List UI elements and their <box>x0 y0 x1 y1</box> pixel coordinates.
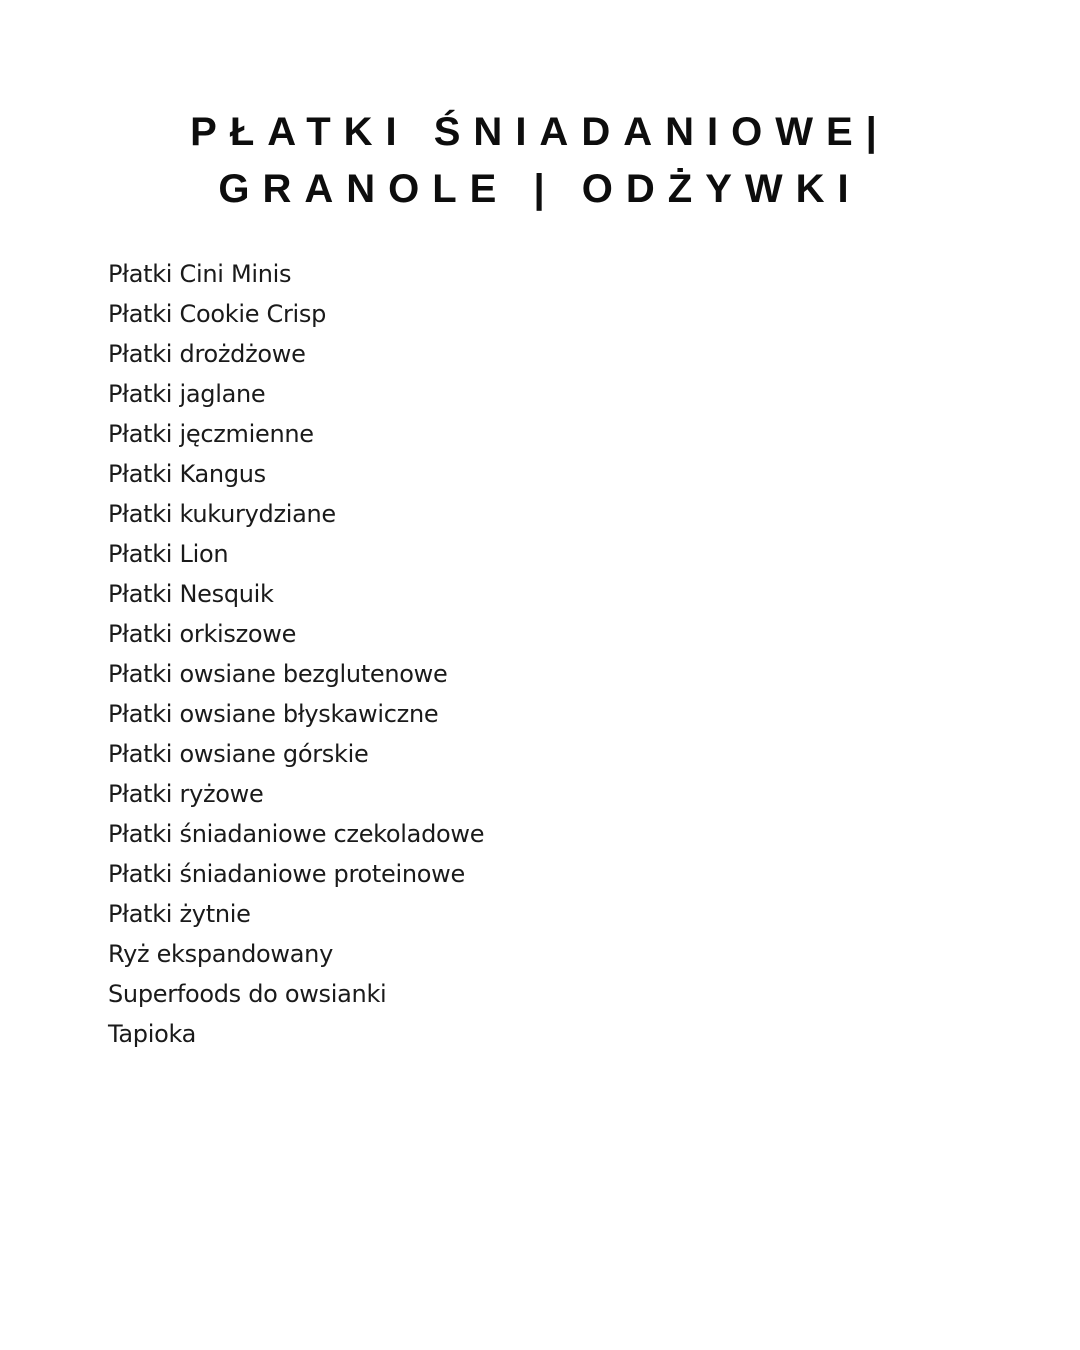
list-item: Płatki śniadaniowe czekoladowe <box>108 820 485 848</box>
list-item: Płatki Cini Minis <box>108 260 292 288</box>
list-item: Płatki śniadaniowe proteinowe <box>108 860 465 888</box>
list-item: Płatki Cookie Crisp <box>108 300 327 328</box>
page-title <box>0 104 1080 218</box>
list-item: Płatki żytnie <box>108 900 251 928</box>
list-item: Płatki Nesquik <box>108 580 274 608</box>
page-title-line-2: GRANOLE | ODŻYWKI <box>218 167 862 211</box>
list-item: Tapioka <box>108 1020 197 1048</box>
list-item: Płatki owsiane bezglutenowe <box>108 660 448 688</box>
list-item: Płatki jaglane <box>108 380 266 408</box>
page-title-line-1: PŁATKI ŚNIADANIOWE| <box>190 110 890 154</box>
list-item: Ryż ekspandowany <box>108 940 333 968</box>
list-item: Płatki ryżowe <box>108 780 264 808</box>
list-item: Płatki drożdżowe <box>108 340 306 368</box>
list-item: Superfoods do owsianki <box>108 980 387 1008</box>
list-item: Płatki jęczmienne <box>108 420 314 448</box>
list-item: Płatki Lion <box>108 540 229 568</box>
list-item: Płatki Kangus <box>108 460 266 488</box>
list-item: Płatki orkiszowe <box>108 620 297 648</box>
list-item: Płatki kukurydziane <box>108 500 336 528</box>
list-item: Płatki owsiane błyskawiczne <box>108 700 439 728</box>
list-item: Płatki owsiane górskie <box>108 740 369 768</box>
category-list <box>108 254 484 1054</box>
